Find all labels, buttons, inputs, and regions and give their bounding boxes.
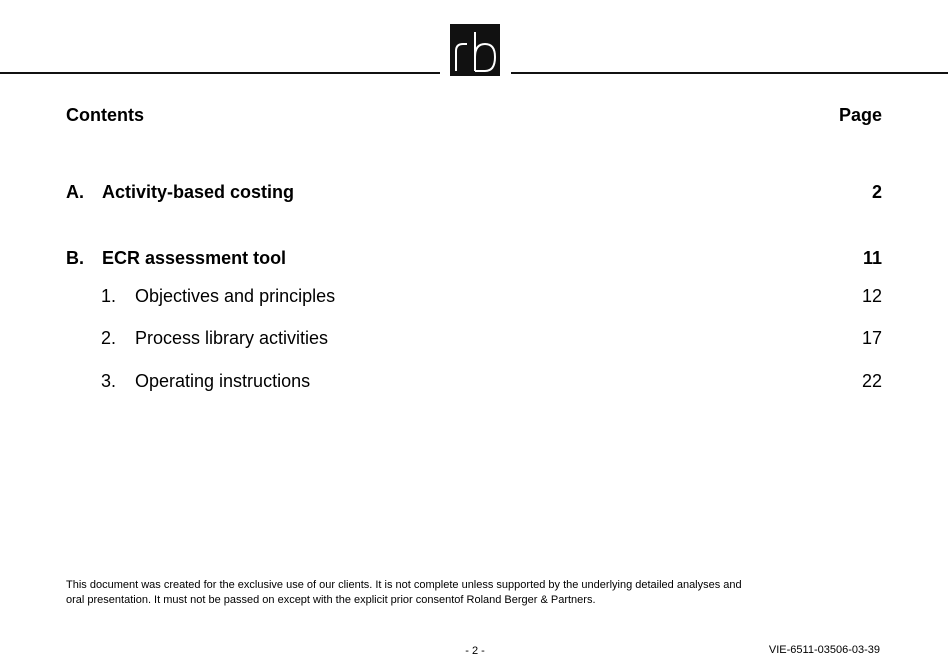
disclaimer-line-1: This document was created for the exclusive use of our clients. It is not complete unless supported by the underlying detailed analyses and [66, 579, 742, 591]
toc-item-1[interactable] [0, 286, 950, 310]
header-rule-right [511, 72, 948, 74]
contents-heading: Contents [66, 105, 144, 125]
toc-item-page: 12 [861, 286, 882, 306]
toc-item-page: 22 [861, 371, 882, 391]
toc-section-title: Activity-based costing [102, 182, 295, 202]
header-rule-left [0, 72, 440, 74]
toc-item-title: Objectives and principles [135, 286, 336, 306]
rb-logo [450, 24, 500, 76]
page-heading: Page [838, 105, 882, 125]
toc-section-letter: A. [66, 182, 84, 202]
toc-section-page: 11 [862, 248, 882, 268]
toc-item-number: 2. [101, 328, 117, 348]
toc-item-title: Operating instructions [135, 371, 311, 391]
toc-item-number: 3. [101, 371, 117, 391]
document-id: VIE-6511-03506-03-39 [768, 644, 880, 656]
toc-section-page: 2 [871, 182, 882, 202]
toc-section-b[interactable] [0, 248, 950, 272]
toc-item-3[interactable] [0, 371, 950, 395]
toc-section-a[interactable] [0, 182, 950, 206]
toc-item-2[interactable] [0, 328, 950, 352]
disclaimer [66, 578, 826, 607]
toc-item-page: 17 [861, 328, 882, 348]
toc-item-number: 1. [101, 286, 117, 306]
toc-section-letter: B. [66, 248, 84, 268]
page-number: - 2 - [465, 645, 485, 657]
toc-item-title: Process library activities [135, 328, 329, 348]
toc-section-title: ECR assessment tool [102, 248, 287, 268]
disclaimer-line-2: oral presentation. It must not be passed on except with the explicit prior consentof Roland Berger & Partners. [66, 593, 596, 606]
